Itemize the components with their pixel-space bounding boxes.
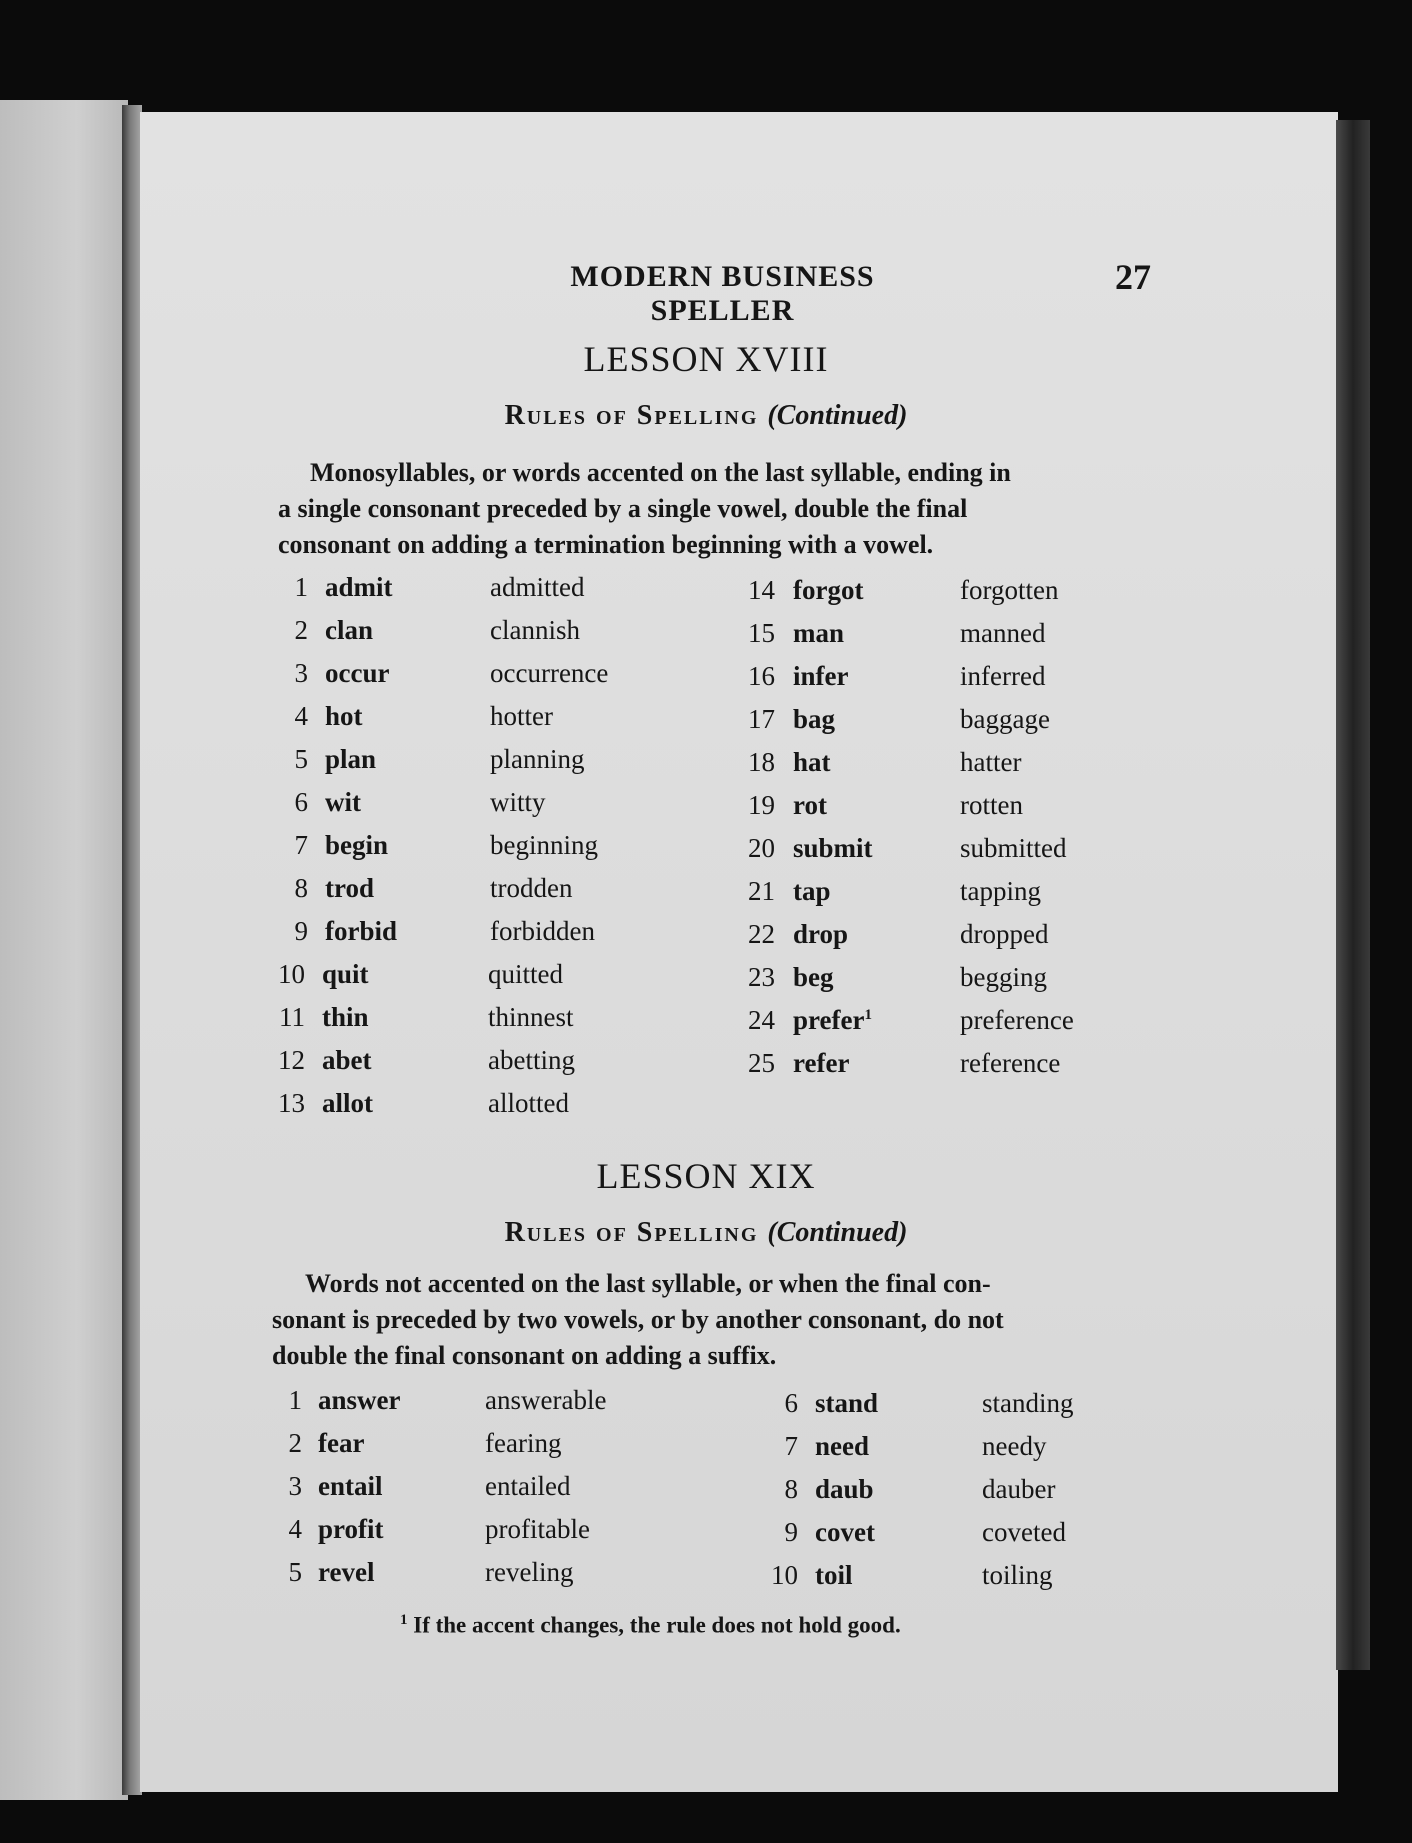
derived-word: trodden xyxy=(490,873,573,903)
rules-heading-text: Rules of Spelling xyxy=(504,400,759,431)
item-number: 17 xyxy=(748,704,775,734)
derived-word: needy xyxy=(982,1431,1047,1461)
root-word: submit xyxy=(793,833,873,863)
rule-line: double the final consonant on adding a suffix. xyxy=(272,1341,777,1370)
root-word: profit xyxy=(318,1514,384,1544)
derived-word: hatter xyxy=(960,747,1022,777)
derived-word: coveted xyxy=(982,1517,1066,1547)
derived-word: preference xyxy=(960,1005,1074,1035)
item-number: 10 xyxy=(278,959,305,989)
root-word: plan xyxy=(325,744,377,774)
root-word: forbid xyxy=(325,916,398,946)
item-number: 8 xyxy=(784,1474,798,1504)
item-number: 5 xyxy=(294,744,308,774)
derived-word: begging xyxy=(960,962,1047,992)
derived-word: baggage xyxy=(960,704,1050,734)
derived-word: submitted xyxy=(960,833,1067,863)
root-word: toil xyxy=(815,1560,853,1590)
lesson-18-title: LESSON XVIII xyxy=(583,339,829,379)
root-word: entail xyxy=(318,1471,383,1501)
derived-word: reveling xyxy=(485,1557,574,1587)
item-number: 1 xyxy=(294,572,308,602)
derived-word: quitted xyxy=(488,959,563,989)
derived-word: occurrence xyxy=(490,658,609,688)
root-word: infer xyxy=(793,661,849,691)
root-word: covet xyxy=(815,1517,875,1547)
item-number: 4 xyxy=(294,701,308,731)
root-word: fear xyxy=(318,1428,365,1458)
item-number: 11 xyxy=(279,1002,305,1032)
item-number: 19 xyxy=(748,790,775,820)
footnote-marker: 1 xyxy=(864,1007,872,1023)
root-word: trod xyxy=(325,873,375,903)
derived-word: thinnest xyxy=(488,1002,574,1032)
derived-word: allotted xyxy=(488,1088,569,1118)
root-word: beg xyxy=(793,962,834,992)
derived-word: answerable xyxy=(485,1385,607,1415)
item-number: 10 xyxy=(771,1560,798,1590)
item-number: 14 xyxy=(748,575,775,605)
running-title: MODERN BUSINESS SPELLER xyxy=(570,260,875,327)
lesson-18-rules-heading xyxy=(0,400,1412,432)
footnote-marker: 1 xyxy=(400,1612,408,1628)
root-word: rot xyxy=(793,790,827,820)
continued-label: (Continued) xyxy=(767,400,908,431)
derived-word: fearing xyxy=(485,1428,562,1458)
derived-word: planning xyxy=(490,744,585,774)
item-number: 20 xyxy=(748,833,775,863)
item-number: 12 xyxy=(278,1045,305,1075)
root-word: begin xyxy=(325,830,389,860)
root-word: thin xyxy=(322,1002,369,1032)
derived-word: entailed xyxy=(485,1471,571,1501)
root-word: hot xyxy=(325,701,363,731)
item-number: 24 xyxy=(748,1005,775,1035)
derived-word: clannish xyxy=(490,615,580,645)
lesson-19-title: LESSON XIX xyxy=(596,1156,816,1196)
derived-word: beginning xyxy=(490,830,598,860)
root-word: hat xyxy=(793,747,831,777)
page-number: 27 xyxy=(1115,257,1151,297)
root-word: daub xyxy=(815,1474,874,1504)
item-number: 25 xyxy=(748,1048,775,1078)
derived-word: abetting xyxy=(488,1045,575,1075)
item-number: 1 xyxy=(288,1385,302,1415)
rule-line: a single consonant preceded by a single vowel, double the final xyxy=(278,494,968,523)
root-word: occur xyxy=(325,658,390,688)
item-number: 23 xyxy=(748,962,775,992)
derived-word: manned xyxy=(960,618,1046,648)
root-word: need xyxy=(815,1431,869,1461)
rule-line: Words not accented on the last syllable, or when the final con- xyxy=(305,1269,991,1298)
footnote xyxy=(400,1612,1100,1639)
item-number: 6 xyxy=(784,1388,798,1418)
root-word: revel xyxy=(318,1557,375,1587)
item-number: 3 xyxy=(288,1471,302,1501)
item-number: 21 xyxy=(748,876,775,906)
derived-word: forgotten xyxy=(960,575,1059,605)
item-number: 13 xyxy=(278,1088,305,1118)
derived-word: profitable xyxy=(485,1514,590,1544)
root-word: bag xyxy=(793,704,836,734)
root-word: allot xyxy=(322,1088,373,1118)
root-word: forgot xyxy=(793,575,864,605)
item-number: 2 xyxy=(294,615,308,645)
derived-word: admitted xyxy=(490,572,585,602)
rule-line: Monosyllables, or words accented on the last syllable, ending in xyxy=(310,458,1011,487)
derived-word: tapping xyxy=(960,876,1041,906)
item-number: 22 xyxy=(748,919,775,949)
footnote-text: If the accent changes, the rule does not hold good. xyxy=(413,1612,901,1638)
derived-word: dauber xyxy=(982,1474,1056,1504)
root-word: wit xyxy=(325,787,361,817)
continued-label: (Continued) xyxy=(767,1217,908,1248)
lesson-19-rules-heading xyxy=(0,1217,1412,1249)
item-number: 9 xyxy=(294,916,308,946)
root-word-text: prefer xyxy=(793,1005,865,1035)
page-header xyxy=(0,257,1412,327)
item-number: 16 xyxy=(748,661,775,691)
rules-heading-text: Rules of Spelling xyxy=(504,1217,759,1248)
root-word: drop xyxy=(793,919,849,949)
root-word: admit xyxy=(325,572,393,602)
root-word: refer xyxy=(793,1048,850,1078)
root-word: abet xyxy=(322,1045,372,1075)
root-word: answer xyxy=(318,1385,401,1415)
root-word: stand xyxy=(815,1388,879,1418)
derived-word: hotter xyxy=(490,701,553,731)
rule-line: sonant is preceded by two vowels, or by another consonant, do not xyxy=(272,1305,1004,1334)
rule-line: consonant on adding a termination beginning with a vowel. xyxy=(278,530,934,559)
root-word: tap xyxy=(793,876,831,906)
item-number: 8 xyxy=(294,873,308,903)
item-number: 7 xyxy=(784,1431,798,1461)
item-number: 2 xyxy=(288,1428,302,1458)
item-number: 9 xyxy=(784,1517,798,1547)
root-word: quit xyxy=(322,959,369,989)
item-number: 3 xyxy=(294,658,308,688)
root-word: man xyxy=(793,618,845,648)
derived-word: rotten xyxy=(960,790,1023,820)
item-number: 18 xyxy=(748,747,775,777)
root-word: clan xyxy=(325,615,374,645)
derived-word: forbidden xyxy=(490,916,595,946)
derived-word: inferred xyxy=(960,661,1046,691)
item-number: 15 xyxy=(748,618,775,648)
derived-word: standing xyxy=(982,1388,1074,1418)
derived-word: dropped xyxy=(960,919,1049,949)
derived-word: reference xyxy=(960,1048,1061,1078)
item-number: 5 xyxy=(288,1557,302,1587)
derived-word: toiling xyxy=(982,1560,1053,1590)
item-number: 7 xyxy=(294,830,308,860)
item-number: 6 xyxy=(294,787,308,817)
derived-word: witty xyxy=(490,787,546,817)
root-word xyxy=(793,1005,872,1036)
item-number: 4 xyxy=(288,1514,302,1544)
